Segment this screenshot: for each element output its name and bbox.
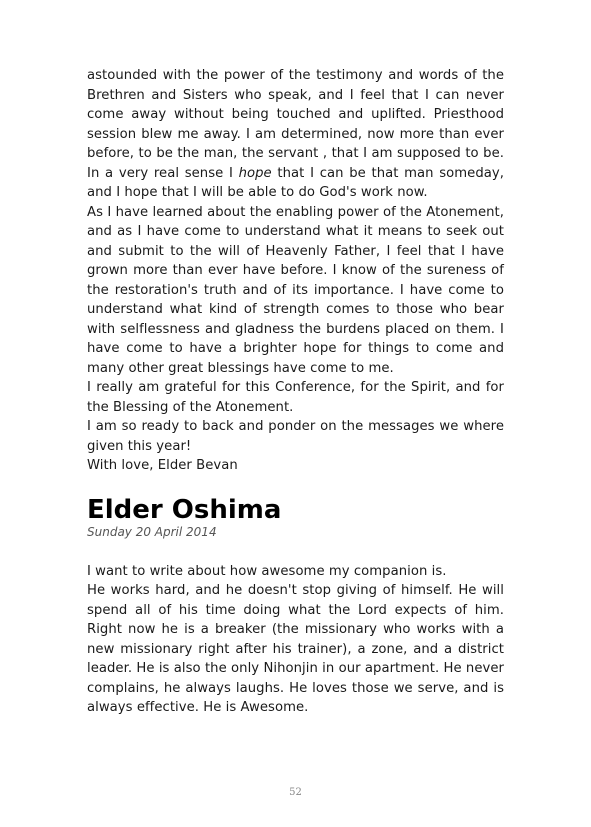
body-paragraph: He works hard, and he doesn't stop giving of himself. He will spend all of his time doing what the Lord expects of him. Right now he is a breaker (the missionary who works with a new missionary right after his trainer), a zone, and a district leader. He is also the only Nihonjin in our apartment. He never complains, he always laughs. He loves those we serve, and is always effective. He is Awesome. [87, 583, 504, 715]
emphasized-word: hope [238, 165, 272, 181]
body-paragraph: I am so ready to back and ponder on the messages we where given this year! [87, 419, 504, 454]
body-paragraph: As I have learned about the enabling power of the Atonement, and as I have come to understand what it means to seek out and submit to the will of Heavenly Father, I feel that I have grown more than ever have before. I know of the sureness of the restoration's truth and of its importance. I have come to understand what kind of strength comes to those who bear with selflessness and gladness the burdens placed on them. I have come to have a brighter hope for things to come and many other great blessings have come to me. [87, 204, 504, 376]
body-paragraph: I really am grateful for this Conference, for the Spirit, and for the Blessing of the Atonement. [87, 380, 504, 415]
paragraph-text: astounded with the power of the testimony and words of the Brethren and Sisters who speak, and I feel that I can never come away without being touched and uplifted. Priesthood session blew me away. I am determined, now more than ever before, to be the man, the servant , that I am supposed to be. In a very real sense I [87, 68, 504, 181]
body-paragraph: I want to write about how awesome my companion is. [87, 563, 447, 579]
page-number: 52 [289, 787, 302, 798]
body-paragraph [87, 66, 504, 203]
paragraph-text: that I can be that man someday, and I hope that I will be able to do God's work now. [87, 165, 504, 200]
post-date: Sunday 20 April 2014 [87, 524, 217, 539]
page-content [87, 66, 504, 718]
signature-line: With love, Elder Bevan [87, 458, 238, 473]
section-title: Elder Oshima [87, 494, 282, 525]
